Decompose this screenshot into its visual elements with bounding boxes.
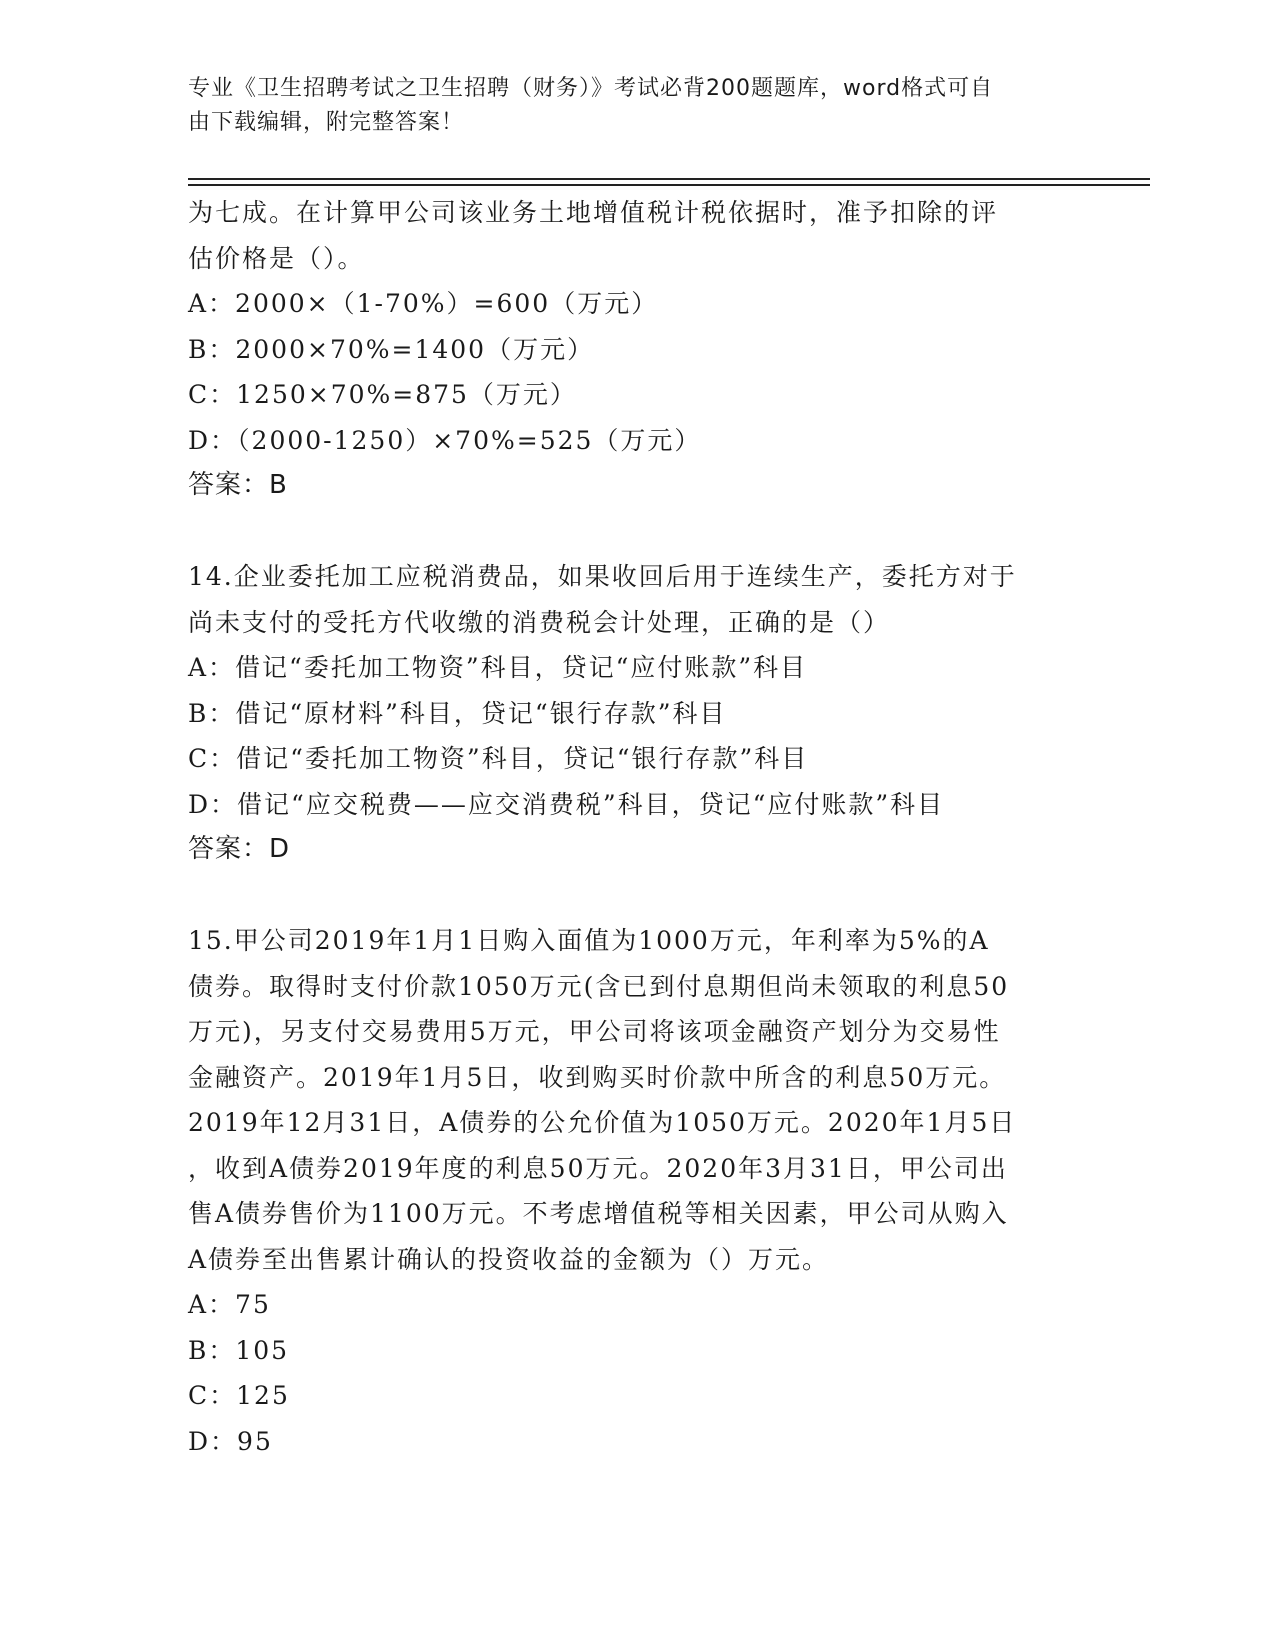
question-text-line: 债券。取得时支付价款1050万元(含已到付息期但尚未领取的利息50 (188, 971, 1010, 1001)
question-text-line: 万元)，另支付交易费用5万元，甲公司将该项金融资产划分为交易性 (188, 1017, 1001, 1046)
question-text-line: ，收到A债券2019年度的利息50万元。2020年3月31日，甲公司出 (188, 1153, 1008, 1183)
question-text-line: 2019年12月31日，A债券的公允价值为1050万元。2020年1月5日 (188, 1108, 1017, 1137)
question-text-line: 尚未支付的受托方代收缴的消费税会计处理，正确的是（） (188, 607, 891, 637)
header-divider-bottom (188, 184, 1150, 186)
page-header (188, 72, 1068, 140)
question-15 (188, 918, 1088, 1464)
header-line-1: 专业《卫生招聘考试之卫生招聘（财务）》考试必背200题题库，word格式可自 (188, 76, 994, 101)
spacer (188, 873, 1088, 919)
option-b: B：借记“原材料”科目，贷记“银行存款”科目 (188, 698, 727, 728)
header-line-2: 由下载编辑，附完整答案！ (188, 110, 465, 135)
option-c: C：借记“委托加工物资”科目，贷记“银行存款”科目 (188, 744, 809, 773)
option-b: B：105 (188, 1335, 290, 1365)
question-14 (188, 554, 1088, 873)
answer: 答案：D (188, 834, 291, 864)
option-b: B：2000×70%=1400（万元） (188, 334, 595, 364)
question-text-line: 金融资产。2019年1月5日，收到购买时价款中所含的利息50万元。 (188, 1062, 1007, 1092)
spacer (188, 509, 1088, 555)
question-text-line: 15.甲公司2019年1月1日购入面值为1000万元，年利率为5%的A (188, 926, 990, 955)
question-text-line: 14.企业委托加工应税消费品，如果收回后用于连续生产，委托方对于 (188, 562, 1017, 591)
option-a: A：75 (188, 1290, 271, 1319)
question-13 (188, 190, 1088, 509)
question-text-line: 估价格是（）。 (188, 243, 365, 273)
option-d: D：（2000-1250）×70%=525（万元） (188, 425, 702, 455)
option-a: A：2000×（1-70%）=600（万元） (188, 289, 659, 318)
option-d: D：借记“应交税费——应交消费税”科目，贷记“应付账款”科目 (188, 789, 945, 819)
document-body (188, 190, 1088, 1464)
option-c: C：1250×70%=875（万元） (188, 380, 577, 409)
question-text-line: 售A债券售价为1100万元。不考虑增值税等相关因素，甲公司从购入 (188, 1199, 1009, 1228)
question-text-line: A债券至出售累计确认的投资收益的金额为（）万元。 (188, 1244, 830, 1274)
option-a: A：借记“委托加工物资”科目，贷记“应付账款”科目 (188, 653, 808, 682)
option-c: C：125 (188, 1381, 290, 1410)
option-d: D：95 (188, 1426, 273, 1456)
header-divider-top (188, 178, 1150, 180)
question-text-line: 为七成。在计算甲公司该业务土地增值税计税依据时，准予扣除的评 (188, 198, 999, 227)
answer: 答案：B (188, 470, 288, 500)
